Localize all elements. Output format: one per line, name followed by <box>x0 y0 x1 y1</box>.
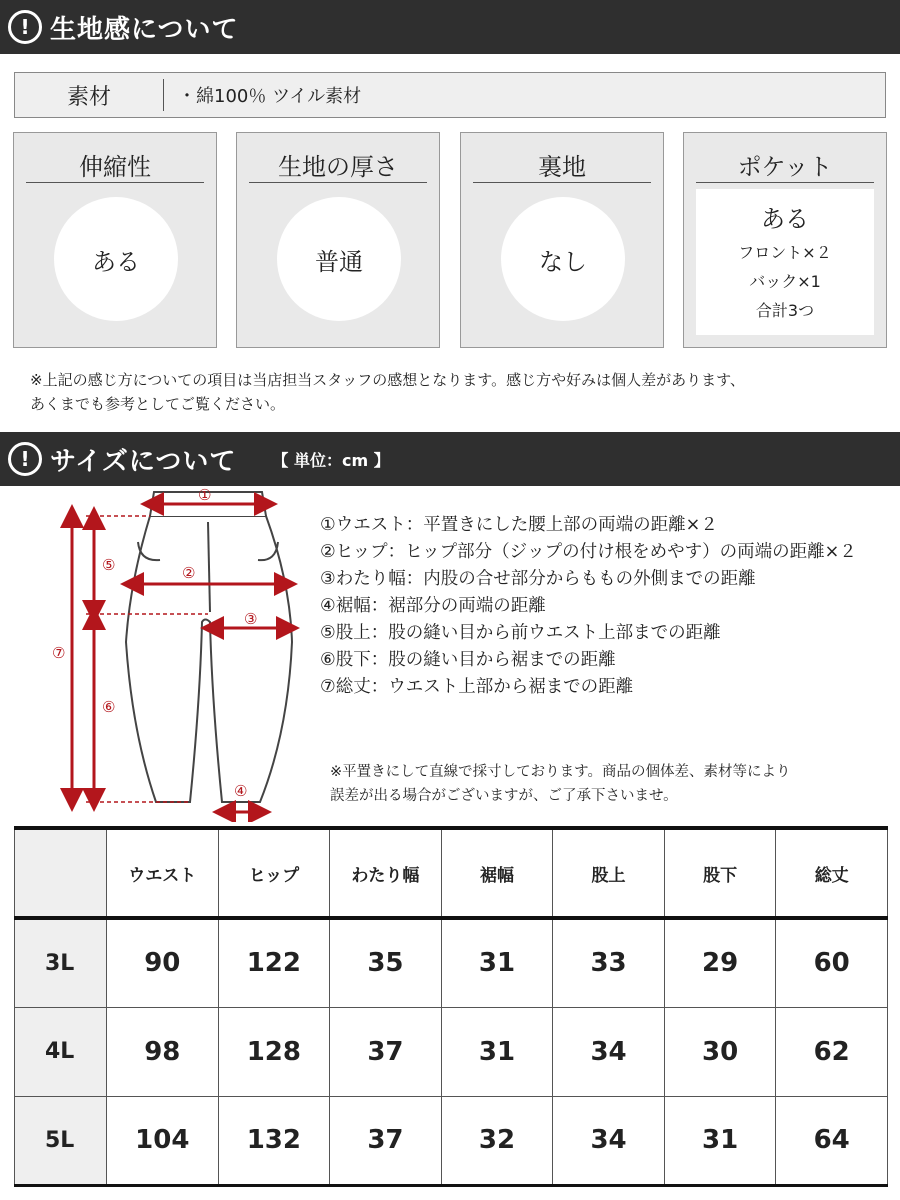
size-table <box>14 826 888 1187</box>
feature-pocket <box>683 132 887 348</box>
table-cell: 31 <box>441 1007 553 1096</box>
table-cell: 104 <box>107 1096 219 1185</box>
fabric-note <box>30 368 880 416</box>
table-cell: 33 <box>553 918 665 1007</box>
table-cell: 37 <box>330 1007 442 1096</box>
column-header: 裾幅 <box>441 828 553 918</box>
size-section-title: サイズについて <box>50 446 237 477</box>
table-cell: 122 <box>218 918 330 1007</box>
table-cell: 34 <box>553 1007 665 1096</box>
measure-note <box>330 760 895 808</box>
measure-note-line: ※平置きにして直線で採寸しております。商品の個体差、素材等により <box>330 764 791 780</box>
marker-6: ⑥ <box>102 698 116 716</box>
feature-title: 生地の厚さ <box>249 147 427 183</box>
table-header-row <box>15 828 888 918</box>
column-header: 股上 <box>553 828 665 918</box>
feature-value-circle: 普通 <box>277 197 401 321</box>
table-row <box>15 1096 888 1185</box>
feature-value-circle: なし <box>501 197 625 321</box>
pocket-detail-panel <box>696 189 874 335</box>
pants-outline <box>126 492 292 802</box>
unit-label: 【 単位：cm 】 <box>272 450 390 470</box>
fabric-section-header <box>0 0 900 54</box>
legend-item: ①ウエスト：平置きにした腰上部の両端の距離×２ <box>320 515 718 535</box>
fabric-note-line: あくまでも参考としてご覧ください。 <box>30 395 286 413</box>
column-header: 股下 <box>664 828 776 918</box>
table-cell: 132 <box>218 1096 330 1185</box>
table-row <box>15 1007 888 1096</box>
legend-item: ⑦総丈：ウエスト上部から裾までの距離 <box>320 677 634 697</box>
table-cell: 29 <box>664 918 776 1007</box>
table-cell: 128 <box>218 1007 330 1096</box>
marker-5: ⑤ <box>102 556 116 574</box>
table-cell: 64 <box>776 1096 888 1185</box>
column-header: 総丈 <box>776 828 888 918</box>
marker-1: ① <box>198 486 212 504</box>
marker-4: ④ <box>234 782 248 800</box>
feature-value-circle: ある <box>54 197 178 321</box>
legend-item: ⑥股下：股の縫い目から裾までの距離 <box>320 650 616 670</box>
fabric-section-title: 生地感について <box>50 14 239 45</box>
size-section-header <box>0 432 900 486</box>
column-header: わたり幅 <box>330 828 442 918</box>
table-cell: 31 <box>664 1096 776 1185</box>
pocket-detail-total: 合計3つ <box>755 301 815 320</box>
legend-item: ③わたり幅：内股の合せ部分からももの外側までの距離 <box>320 569 756 589</box>
table-cell: 31 <box>441 918 553 1007</box>
material-value: ・綿100％ ツイル素材 <box>178 86 362 107</box>
table-cell: 35 <box>330 918 442 1007</box>
table-cell: 62 <box>776 1007 888 1096</box>
material-row <box>14 72 886 118</box>
feature-title: 裏地 <box>473 147 651 183</box>
table-cell: 30 <box>664 1007 776 1096</box>
table-cell: 60 <box>776 918 888 1007</box>
measure-note-line: 誤差が出る場合がございますが、ご了承下さいませ。 <box>330 788 678 804</box>
marker-3: ③ <box>244 610 258 628</box>
pocket-value: ある <box>761 205 809 233</box>
size-label: 5L <box>15 1096 107 1185</box>
table-corner-cell <box>15 828 107 918</box>
legend-item: ⑤股上：股の縫い目から前ウエスト上部までの距離 <box>320 623 721 643</box>
table-cell: 90 <box>107 918 219 1007</box>
column-header: ヒップ <box>218 828 330 918</box>
size-label: 4L <box>15 1007 107 1096</box>
feature-thickness <box>236 132 440 348</box>
marker-2: ② <box>182 564 196 582</box>
table-cell: 34 <box>553 1096 665 1185</box>
material-label: 素材 <box>66 84 111 110</box>
feature-title: ポケット <box>696 147 874 183</box>
marker-7: ⑦ <box>52 644 66 662</box>
legend-item: ②ヒップ：ヒップ部分（ジップの付け根をめやす）の両端の距離×２ <box>320 542 857 562</box>
column-header: ウエスト <box>107 828 219 918</box>
feature-stretch <box>13 132 217 348</box>
measurement-legend <box>320 512 900 701</box>
table-row <box>15 918 888 1007</box>
fabric-note-line: ※上記の感じ方についての項目は当店担当スタッフの感想となります。感じ方や好みは個人差があります、 <box>30 371 745 389</box>
size-label: 3L <box>15 918 107 1007</box>
exclamation-icon: ! <box>8 442 42 476</box>
pocket-detail-front: フロント×２ <box>738 243 832 262</box>
pocket-detail-back: バック×1 <box>749 272 821 291</box>
feature-title: 伸縮性 <box>26 147 204 183</box>
feature-lining <box>460 132 664 348</box>
exclamation-icon: ! <box>8 10 42 44</box>
legend-item: ④裾幅：裾部分の両端の距離 <box>320 596 546 616</box>
table-cell: 37 <box>330 1096 442 1185</box>
table-cell: 98 <box>107 1007 219 1096</box>
pants-measurement-diagram <box>40 482 310 822</box>
table-cell: 32 <box>441 1096 553 1185</box>
